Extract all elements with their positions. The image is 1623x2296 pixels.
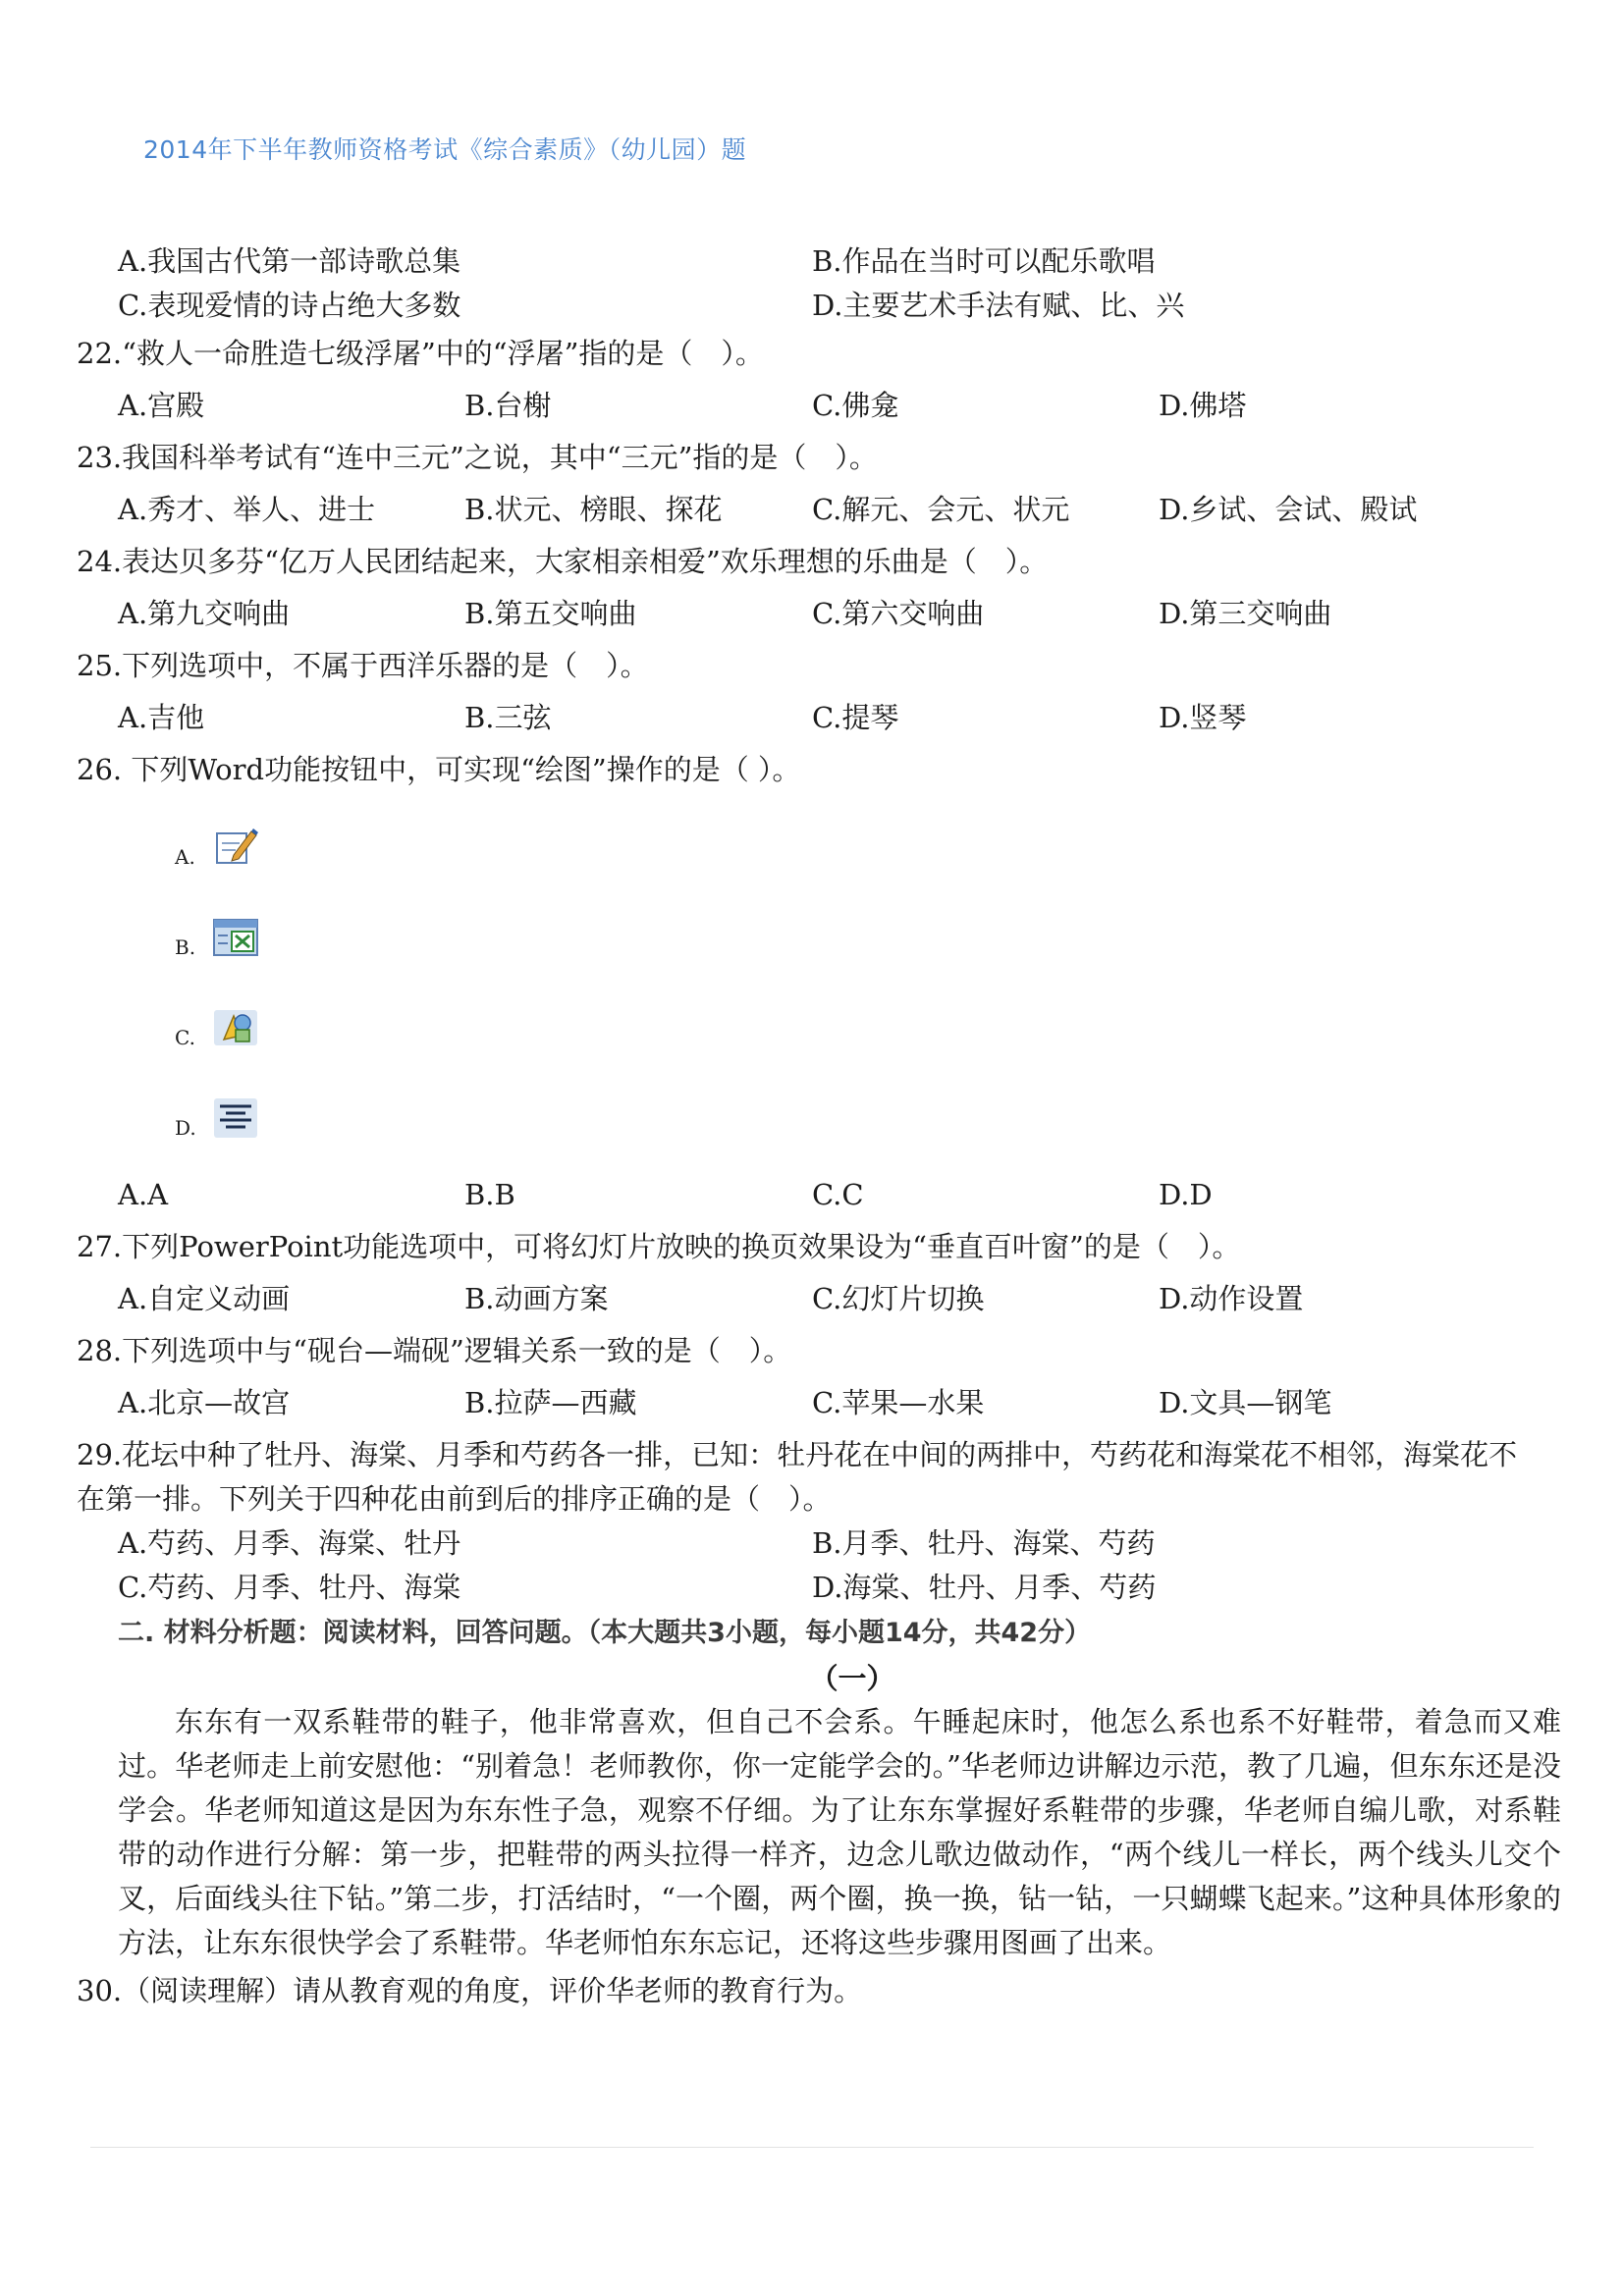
q25-option-c: C.提琴 <box>812 701 899 734</box>
q26-image-options <box>77 796 1540 1169</box>
material-subtitle: （一） <box>809 1662 895 1695</box>
q21-option-c: C.表现爱情的诗占绝大多数 <box>118 289 461 322</box>
q22-option-b: B.台榭 <box>464 389 552 422</box>
q23-option-c: C.解元、会元、状元 <box>812 493 1070 526</box>
q26-stem: 26. 下列Word功能按钮中，可实现“绘图”操作的是（ ）。 <box>77 753 801 786</box>
q22-option-d: D.佛塔 <box>1159 389 1247 422</box>
q27-options <box>77 1273 1540 1325</box>
q29-options-row-1 <box>77 1522 1540 1566</box>
q27-option-d: D.动作设置 <box>1159 1282 1304 1315</box>
q27-option-c: C.幻灯片切换 <box>812 1282 985 1315</box>
section-2-title: 二. 材料分析题：阅读材料，回答问题。（本大题共3小题，每小题14分，共42分） <box>118 1618 1092 1648</box>
q30-stem: 30.（阅读理解）请从教育观的角度，评价华老师的教育行为。 <box>77 1974 863 2007</box>
q22-option-c: C.佛龛 <box>812 389 899 422</box>
q22-stem: 22.“救人一命胜造七级浮屠”中的“浮屠”指的是（ ）。 <box>77 337 764 370</box>
q21-options-row-2 <box>77 284 1540 328</box>
q21-option-b: B.作品在当时可以配乐歌唱 <box>812 244 1156 278</box>
insert-excel-table-icon <box>212 916 261 961</box>
q29-option-d: D.海棠、牡丹、月季、芍药 <box>812 1571 1157 1604</box>
q26-image-option-d <box>175 1096 371 1155</box>
q24-stem: 24.表达贝多芬“亿万人民团结起来，大家相亲相爱”欢乐理想的乐曲是（ ）。 <box>77 545 1049 578</box>
q29-option-c: C.芍药、月季、牡丹、海棠 <box>118 1571 461 1604</box>
q23-options <box>77 484 1540 536</box>
q28-option-d: D.文具—钢笔 <box>1159 1386 1332 1419</box>
q26-image-label-a: A. <box>175 845 195 869</box>
q22-options <box>77 380 1540 432</box>
q27-option-b: B.动画方案 <box>464 1282 609 1315</box>
q26-option-c: C.C <box>812 1178 864 1211</box>
q29-option-a: A.芍药、月季、海棠、牡丹 <box>118 1526 461 1560</box>
q22-option-a: A.宫殿 <box>118 389 205 422</box>
q27-stem: 27.下列PowerPoint功能选项中，可将幻灯片放映的换页效果设为“垂直百叶窗”的是（ ）。 <box>77 1230 1241 1263</box>
q21-option-d: D.主要艺术手法有赋、比、兴 <box>812 289 1185 322</box>
q24-option-b: B.第五交响曲 <box>464 597 637 630</box>
q26-image-label-d: D. <box>175 1116 196 1140</box>
material-passage: 东东有一双系鞋带的鞋子，他非常喜欢，但自己不会系。午睡起床时，他怎么系也系不好鞋带，着急而又难过。华老师走上前安慰他：“别着急！老师教你，你一定能学会的。”华老师边讲解边示范，教了几遍，但东东还是没学会。华老师知道这是因为东东性子急，观察不仔细。为了让东东掌握好系鞋带的步骤，华老师自编儿歌，对系鞋带的动作进行分解：第一步，把鞋带的两头拉得一样齐，边念儿歌边做动作，“两个线儿一样长，两个线头儿交个叉，后面线头往下钻。”第二步，打活结时，“一个圈，两个圈，换一换，钻一钻，一只蝴蝶飞起来。”这种具体形象的方法，让东东很快学会了系鞋带。华老师怕东东忘记，还将这些步骤用图画了出来。 <box>118 1705 1561 1959</box>
q26-option-a: A.A <box>118 1178 169 1211</box>
q24-options <box>77 588 1540 640</box>
footer-divider <box>90 2147 1534 2148</box>
q21-options-row-1 <box>77 240 1540 284</box>
q26-image-option-a <box>175 826 371 884</box>
q28-stem: 28.下列选项中与“砚台—端砚”逻辑关系一致的是（ ）。 <box>77 1334 792 1367</box>
q25-option-d: D.竖琴 <box>1159 701 1247 734</box>
q23-option-a: A.秀才、举人、进士 <box>118 493 376 526</box>
exam-content <box>77 240 1561 2017</box>
q21-option-a: A.我国古代第一部诗歌总集 <box>118 244 461 278</box>
q29-stem: 29.花坛中种了牡丹、海棠、月季和芍药各一排，已知：牡丹花在中间的两排中，芍药花和海棠花不相邻，海棠花不在第一排。下列关于四种花由前到后的排序正确的是（ ）。 <box>77 1438 1518 1516</box>
q26-option-d: D.D <box>1159 1178 1213 1211</box>
q28-option-a: A.北京—故宫 <box>118 1386 291 1419</box>
q23-option-b: B.状元、榜眼、探花 <box>464 493 723 526</box>
q25-stem: 25.下列选项中，不属于西洋乐器的是（ ）。 <box>77 649 649 682</box>
q26-image-label-c: C. <box>175 1026 195 1049</box>
q28-option-c: C.苹果—水果 <box>812 1386 985 1419</box>
q25-options <box>77 692 1540 744</box>
q26-option-b: B.B <box>464 1178 515 1211</box>
page-header-title: 2014年下半年教师资格考试《综合素质》（幼儿园）题 <box>143 135 747 164</box>
q26-options <box>77 1169 1540 1221</box>
q24-option-a: A.第九交响曲 <box>118 597 291 630</box>
q25-option-a: A.吉他 <box>118 701 205 734</box>
q26-image-label-b: B. <box>175 935 196 959</box>
q28-option-b: B.拉萨—西藏 <box>464 1386 637 1419</box>
q25-option-b: B.三弦 <box>464 701 552 734</box>
drawing-shapes-icon <box>212 1006 261 1051</box>
q27-option-a: A.自定义动画 <box>118 1282 291 1315</box>
q29-option-b: B.月季、牡丹、海棠、芍药 <box>812 1526 1156 1560</box>
q23-stem: 23.我国科举考试有“连中三元”之说，其中“三元”指的是（ ）。 <box>77 441 878 474</box>
draw-pencil-icon <box>212 826 261 871</box>
q26-image-option-b <box>175 916 371 975</box>
q23-option-d: D.乡试、会试、殿试 <box>1159 493 1418 526</box>
q28-options <box>77 1377 1540 1429</box>
q26-image-option-c <box>175 1006 371 1065</box>
align-center-icon <box>212 1096 261 1142</box>
q29-options-row-2 <box>77 1566 1540 1610</box>
q24-option-c: C.第六交响曲 <box>812 597 985 630</box>
q24-option-d: D.第三交响曲 <box>1159 597 1332 630</box>
